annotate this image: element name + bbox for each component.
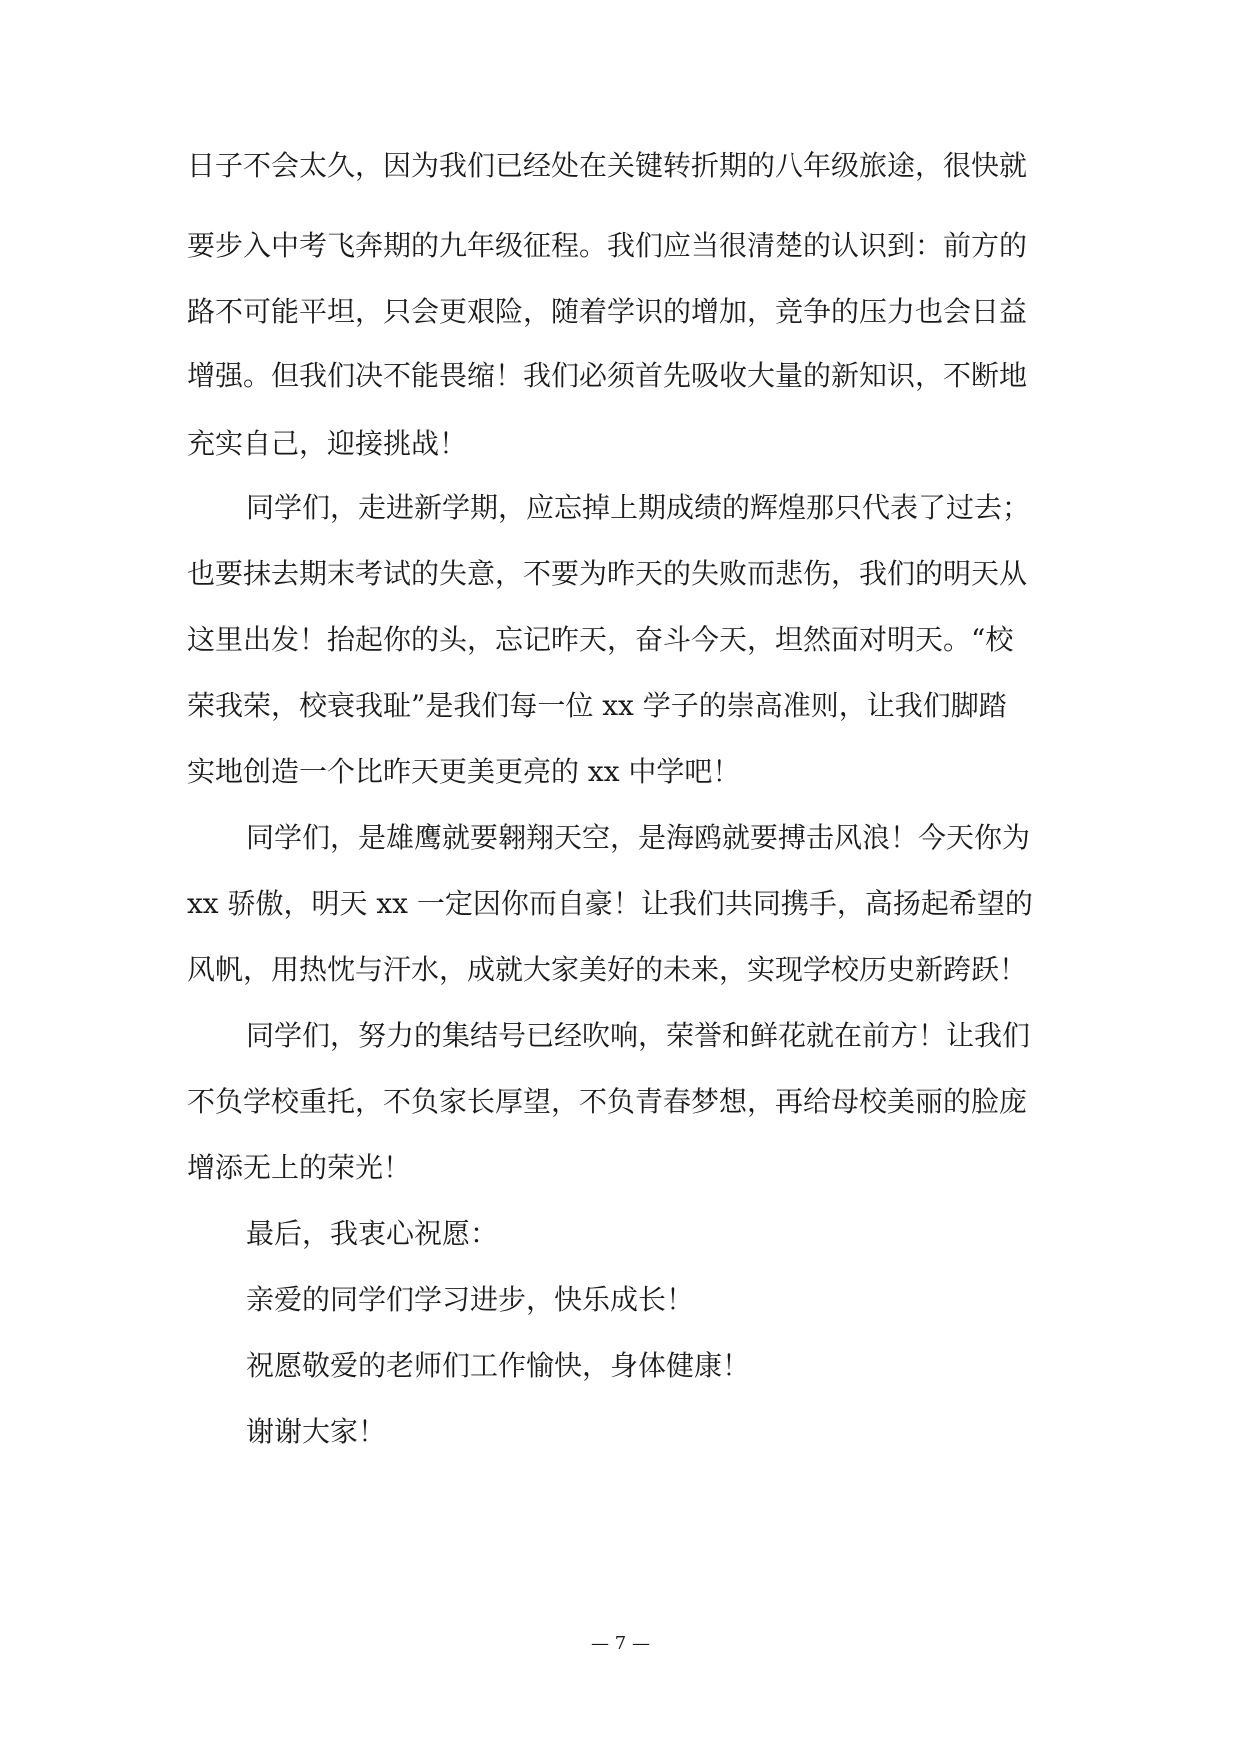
text-line: 祝愿敬爱的老师们工作愉快，身体健康！ bbox=[246, 1349, 751, 1382]
text-line: 同学们，是雄鹰就要翱翔天空，是海鸥就要搏击风浪！今天你为 bbox=[246, 821, 1031, 854]
text-line: 亲爱的同学们学习进步，快乐成长！ bbox=[246, 1283, 695, 1316]
text-line: 路不可能平坦，只会更艰险，随着学识的增加，竞争的压力也会日益 bbox=[187, 295, 1028, 328]
text-line: 同学们，努力的集结号已经吹响，荣誉和鲜花就在前方！让我们 bbox=[246, 1019, 1031, 1052]
text-line: 最后，我衷心祝愿： bbox=[246, 1217, 499, 1250]
text-line: 也要抹去期末考试的失意，不要为昨天的失败而悲伤，我们的明天从 bbox=[187, 557, 1028, 590]
text-line: 要步入中考飞奔期的九年级征程。我们应当很清楚的认识到：前方的 bbox=[187, 229, 1028, 262]
text-line: 增添无上的荣光！ bbox=[187, 1151, 412, 1184]
text-line: 增强。但我们决不能畏缩！我们必须首先吸收大量的新知识，不断地 bbox=[187, 359, 1028, 392]
text-line: 不负学校重托，不负家长厚望，不负青春梦想，再给母校美丽的脸庞 bbox=[187, 1085, 1028, 1118]
text-line: 日子不会太久，因为我们已经处在关键转折期的八年级旅途，很快就 bbox=[187, 149, 1028, 182]
text-line: 充实自己，迎接挑战！ bbox=[187, 427, 468, 460]
text-line: 荣我荣，校衰我耻”是我们每一位 xx 学子的崇高准则，让我们脚踏 bbox=[187, 689, 1007, 722]
text-line: 谢谢大家！ bbox=[246, 1415, 387, 1448]
text-line: xx 骄傲，明天 xx 一定因你而自豪！让我们共同携手，高扬起希望的 bbox=[187, 887, 1033, 920]
text-line: 实地创造一个比昨天更美更亮的 xx 中学吧！ bbox=[187, 755, 741, 788]
text-line: 同学们，走进新学期，应忘掉上期成绩的辉煌那只代表了过去； bbox=[246, 491, 1031, 524]
text-line: 风帆，用热忱与汗水，成就大家美好的未来，实现学校历史新跨跃！ bbox=[187, 953, 1028, 986]
page-number: — 7 — bbox=[591, 1633, 650, 1654]
text-line: 这里出发！抬起你的头，忘记昨天，奋斗今天，坦然面对明天。“校 bbox=[187, 623, 1014, 656]
